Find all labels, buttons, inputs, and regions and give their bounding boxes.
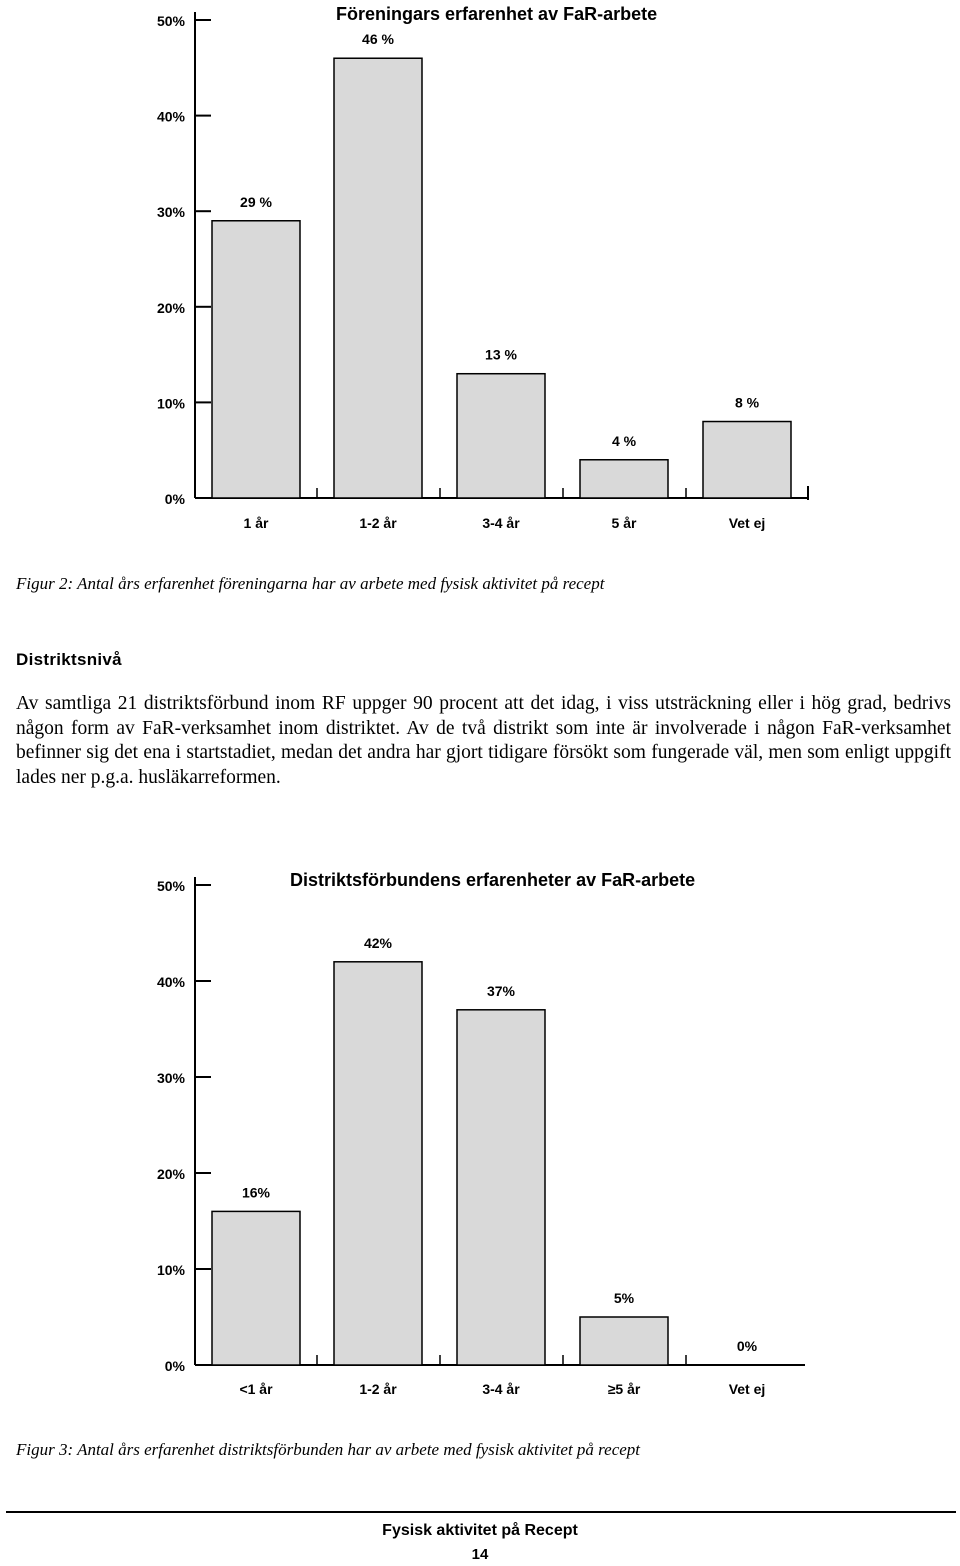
y-tick-label: 40% [156, 108, 185, 125]
category-label: <1 år [239, 1381, 273, 1397]
bar-chart-svg [0, 860, 960, 1410]
chart-title: Föreningars erfarenhet av FaR-arbete [336, 4, 658, 24]
section-heading: Distriktsnivå [16, 650, 122, 669]
footer-title: Fysisk aktivitet på Recept [382, 1522, 578, 1539]
y-tick-label: 40% [156, 974, 185, 990]
bar-value-label: 8 % [734, 394, 760, 411]
y-tick-label: 50% [156, 13, 185, 29]
figure-2-caption: Figur 2: Antal års erfarenhet föreningarna har av arbete med fysisk aktivitet på recept [16, 574, 605, 593]
y-tick-label: 0% [164, 1358, 185, 1374]
bar [580, 1317, 668, 1365]
bar-value-label: 13 % [485, 346, 517, 363]
category-label: 1 år [243, 515, 269, 531]
chart-distriktsforbund [0, 860, 960, 1410]
bar-value-label: 42% [363, 934, 393, 951]
bar [457, 374, 545, 498]
footer-rule [6, 1511, 956, 1513]
category-label: 5 år [611, 515, 637, 531]
bar [703, 422, 791, 498]
bar [334, 962, 422, 1365]
bar-value-label: 5% [613, 1290, 635, 1306]
bar-value-label: 4 % [611, 432, 637, 449]
y-tick-label: 20% [156, 299, 185, 316]
bar [212, 221, 300, 498]
chart-title: Distriktsförbundens erfarenheter av FaR-arbete [290, 870, 696, 890]
category-label: 1-2 år [359, 1381, 397, 1397]
bar [580, 460, 668, 498]
bar-chart-svg [0, 0, 960, 540]
y-tick-label: 10% [156, 395, 185, 412]
bar-value-label: 29 % [240, 193, 272, 210]
page-number: 14 [471, 1546, 489, 1563]
chart-foreningar [0, 0, 960, 540]
category-label: 3-4 år [482, 1381, 520, 1397]
figure-3-caption: Figur 3: Antal års erfarenhet distriktsförbunden har av arbete med fysisk aktivitet på recept [16, 1440, 641, 1459]
category-label: Vet ej [728, 1381, 766, 1397]
bar-value-label: 0% [736, 1338, 758, 1354]
bar-value-label: 16% [241, 1184, 271, 1201]
section-body: Av samtliga 21 distriktsförbund inom RF uppger 90 procent att det idag, i viss utsträckning eller i hög grad, bedrivs någon form av FaR-verksamhet inom distriktet. Av de två distrikt som inte är involverade i någon FaR-verksamhet befinner sig det ena i startstadiet, medan det andra har gjort tidigare försökt som fungerade väl, men som enligt uppgift lades ner p.g.a. husläkarreformen. [16, 693, 951, 788]
bar [212, 1211, 300, 1365]
bar [457, 1010, 545, 1365]
y-tick-label: 50% [156, 878, 185, 894]
y-tick-label: 30% [156, 204, 185, 221]
category-label: 3-4 år [482, 515, 520, 531]
bar-value-label: 46 % [362, 31, 394, 48]
category-label: Vet ej [728, 515, 766, 531]
bar-value-label: 37% [486, 982, 516, 999]
y-tick-label: 20% [156, 1166, 185, 1182]
bar [334, 58, 422, 498]
category-label: ≥5 år [607, 1381, 641, 1397]
y-tick-label: 10% [156, 1262, 185, 1278]
y-tick-label: 30% [156, 1070, 185, 1086]
y-tick-label: 0% [164, 491, 185, 507]
category-label: 1-2 år [359, 515, 397, 531]
